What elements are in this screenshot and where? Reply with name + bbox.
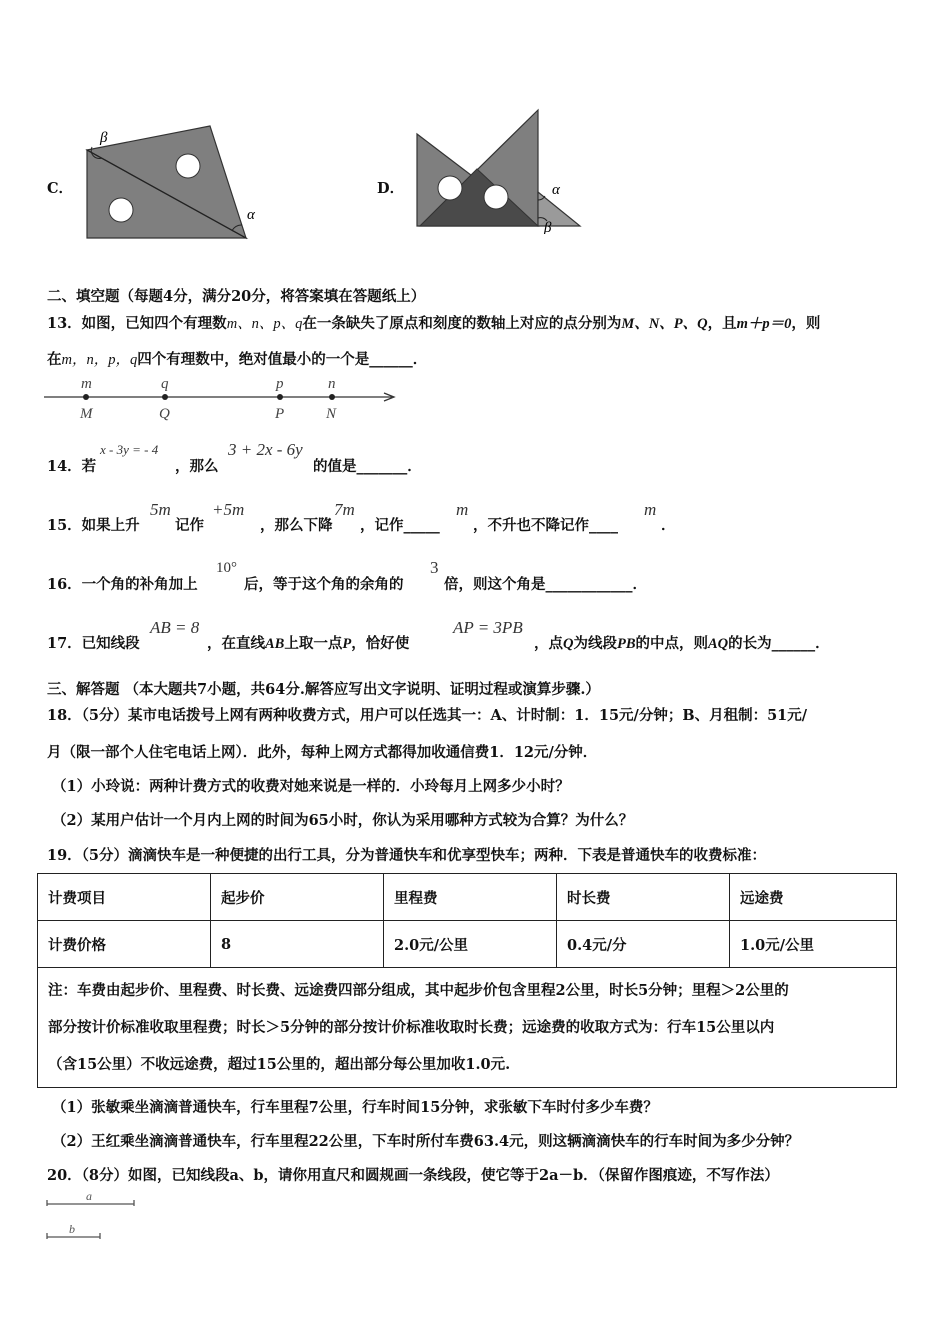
- figure-d-beta: β: [544, 220, 552, 234]
- figure-c-hole: [109, 198, 133, 222]
- table-cell: 计费价格: [38, 921, 211, 968]
- section-2-header: 二、填空题（每题4分，满分20分，将答案填在答题纸上）: [47, 288, 426, 305]
- figure-c-hole: [176, 154, 200, 178]
- label-M: M: [80, 406, 93, 422]
- option-c-label: C．: [47, 180, 74, 197]
- q16-degree: 10°: [216, 560, 237, 576]
- figure-c-alpha: α: [247, 207, 255, 223]
- table-header-cell: 起步价: [211, 874, 384, 921]
- q17-rest: ，在直线AB上取一点P，恰好使: [207, 635, 410, 652]
- q17-rest2: ，点Q为线段PB的中点，则AQ的长为______．: [534, 635, 830, 652]
- point-p: [277, 394, 283, 400]
- q15-t1: 记作: [175, 517, 204, 534]
- q15-t2: ，那么下降: [260, 517, 333, 534]
- point-q: [162, 394, 168, 400]
- label-Q: Q: [159, 406, 170, 422]
- q13-line2: 在m，n，p，q四个有理数中，绝对值最小的一个是______．: [47, 351, 428, 368]
- fee-table: [37, 873, 897, 1088]
- figure-d-hole: [484, 185, 508, 209]
- table-cell: 8: [211, 921, 384, 968]
- figure-d: [410, 104, 590, 234]
- q15-m1: m: [456, 500, 469, 519]
- q20-line1: 20．（8分）如图，已知线段a、b，请你用直尺和圆规画一条线段，使它等于2a－b．（保留作图痕迹，不写作法）: [47, 1167, 779, 1184]
- q15-plus5m: +5m: [212, 500, 245, 519]
- figure-d-alpha: α: [552, 182, 560, 198]
- option-d-label: D．: [377, 180, 405, 197]
- table-row: [38, 968, 897, 1088]
- figure-d-hole: [438, 176, 462, 200]
- q15-t5: ．: [661, 517, 676, 534]
- table-cell: 0.4元/分: [557, 921, 730, 968]
- q17-ap-eq: AP = 3PB: [453, 618, 523, 637]
- q16-three: 3: [430, 558, 439, 577]
- label-N: N: [326, 406, 337, 422]
- q19-sub2: （2）王红乘坐滴滴普通快车，行车里程22公里，下车时所付车费63.4元，则这辆滴滴快车的行车时间为多少分钟？: [52, 1133, 800, 1150]
- q16-mid: 后，等于这个角的余角的: [244, 576, 404, 593]
- table-cell: 1.0元/公里: [730, 921, 897, 968]
- q14-suffix: 的值是_______．: [313, 458, 422, 475]
- q14-prefix: 14．若: [47, 458, 97, 475]
- point-m: [83, 394, 89, 400]
- q17-ab-eq: AB = 8: [150, 618, 200, 637]
- q20-segments: [44, 1188, 154, 1244]
- label-p: p: [276, 376, 284, 392]
- table-header-cell: 计费项目: [38, 874, 211, 921]
- table-row: [38, 921, 897, 968]
- q19-line1: 19．（5分）滴滴快车是一种便捷的出行工具，分为普通快车和优享型快车；两种．下表是普通快车的收费标准：: [47, 847, 767, 864]
- q19-sub1: （1）张敏乘坐滴滴普通快车，行车里程7公里，行车时间15分钟，求张敏下车时付多少车费？: [52, 1099, 658, 1116]
- q14-mid: ，那么: [175, 458, 219, 475]
- q18-line1: 18．（5分）某市电话拨号上网有两种收费方式，用户可以任选其一：A、计时制：1．15元/分钟；B、月租制：51元/: [47, 707, 808, 724]
- label-P: P: [275, 406, 285, 422]
- table-header-cell: 里程费: [384, 874, 557, 921]
- point-n: [329, 394, 335, 400]
- q18-sub2: （2）某用户估计一个月内上网的时间为65小时，你认为采用哪种方式较为合算？为什么？: [52, 812, 634, 829]
- figure-c-beta: β: [100, 130, 108, 146]
- q15-5m: 5m: [150, 500, 171, 519]
- table-header-cell: 时长费: [557, 874, 730, 921]
- section-3-header: 三、解答题 （本大题共7小题，共64分.解答应写出文字说明、证明过程或演算步骤.）: [47, 681, 600, 698]
- label-m: m: [81, 376, 92, 392]
- label-n: n: [328, 376, 336, 392]
- q15-t4: ，不升也不降记作____: [473, 517, 618, 534]
- q15-t3: ，记作_____: [360, 517, 440, 534]
- q13-line1: 13．如图，已知四个有理数m、n、p、q在一条缺失了原点和刻度的数轴上对应的点分别为M、N、P、Q，且m＋p＝0，则: [47, 315, 821, 332]
- figure-c: [80, 118, 260, 248]
- table-note: 注：车费由起步价、里程费、时长费、远途费四部分组成，其中起步价包含里程2公里，时长5分钟；里程＞2公里的 部分按计价标准收取里程费；时长＞5分钟的部分按计价标准收取时长费；远途费的收取方式为：行车15公里以内 （含15公里）不收远途费，超过15公里的，超出部分每公里加收1.0元.: [38, 968, 897, 1088]
- q14-condition: x - 3y = - 4: [100, 442, 159, 457]
- q15-7m: 7m: [334, 500, 355, 519]
- q15-prefix: 15．如果上升: [47, 517, 140, 534]
- q17-prefix: 17．已知线段: [47, 635, 140, 652]
- label-q: q: [161, 376, 169, 392]
- q18-sub1: （1）小玲说：两种计费方式的收费对她来说是一样的．小玲每月上网多少小时？: [52, 778, 570, 795]
- q15-m2: m: [644, 500, 657, 519]
- table-row: [38, 874, 897, 921]
- q18-line2: 月（限一部个人住宅电话上网）．此外，每种上网方式都得加收通信费1．12元/分钟．: [47, 744, 598, 761]
- q14-expression: 3 + 2x - 6y: [228, 440, 303, 459]
- table-header-cell: 远途费: [730, 874, 897, 921]
- q16-suffix: 倍，则这个角是____________．: [444, 576, 647, 593]
- segment-b-label: b: [69, 1222, 75, 1236]
- segment-a-label: a: [86, 1189, 92, 1203]
- q13-number-line: [44, 372, 404, 424]
- table-cell: 2.0元/公里: [384, 921, 557, 968]
- q16-prefix: 16．一个角的补角加上: [47, 576, 198, 593]
